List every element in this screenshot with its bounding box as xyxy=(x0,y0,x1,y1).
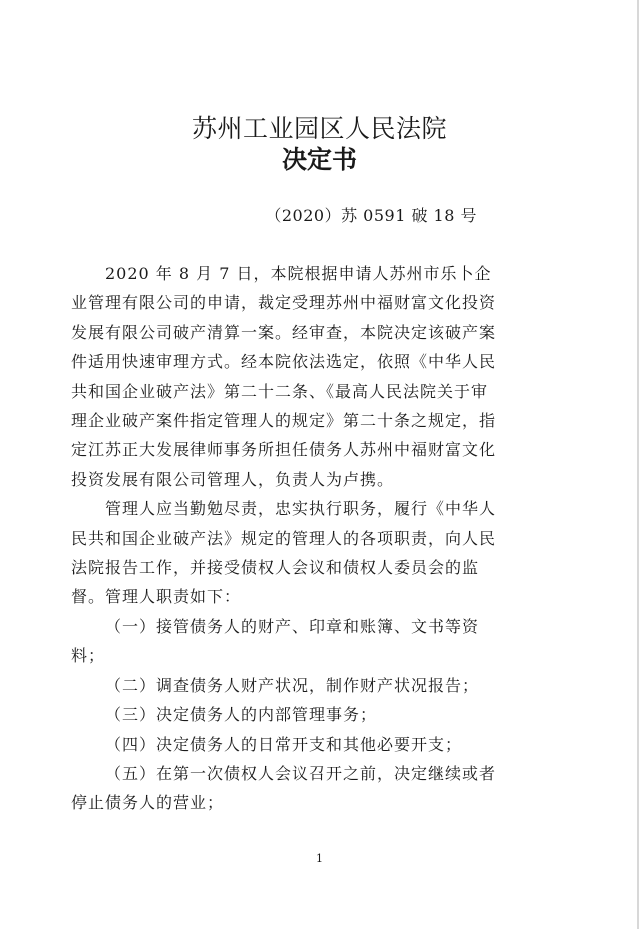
page-number: 1 xyxy=(316,852,323,865)
document-type-title: 决定书 xyxy=(281,145,357,174)
document-body xyxy=(71,259,501,818)
duty-item-3: （三）决定债务人的内部管理事务； xyxy=(105,705,378,725)
duty-item-5: （五）在第一次债权人会议召开之前，决定继续或者停止债务人的营业； xyxy=(71,763,497,813)
duty-item-4: （四）决定债务人的日常开支和其他必要开支； xyxy=(105,734,463,754)
paragraph-appointment: 2020 年 8 月 7 日，本院根据申请人苏州市乐卜企业管理有限公司的申请，裁定受理苏州中福财富文化投资发展有限公司破产清算一案。经审查，本院决定该破产案件适用快速审理方式。经本院依法选定，依照《中华人民共和国企业破产法》第二十二条、《最高人民法院关于审理企业破产案件指定管理人的规定》第二十条之规定，指定江苏正大发展律师事务所担任债务人苏州中福财富文化投资发展有限公司管理人，负责人为卢携。 xyxy=(71,264,497,489)
paragraph-duties-intro: 管理人应当勤勉尽责，忠实执行职务，履行《中华人民共和国企业破产法》规定的管理人的各项职责，向人民法院报告工作，并接受债权人会议和债权人委员会的监督。管理人职责如下： xyxy=(71,499,497,607)
case-number: （2020）苏 0591 破 18 号 xyxy=(265,206,477,225)
duty-item-1: （一）接管债务人的财产、印章和账簿、文书等资料； xyxy=(71,616,480,666)
court-name: 苏州工业园区人民法院 xyxy=(191,114,447,143)
duty-item-2: （二）调查债务人财产状况，制作财产状况报告； xyxy=(105,675,480,695)
